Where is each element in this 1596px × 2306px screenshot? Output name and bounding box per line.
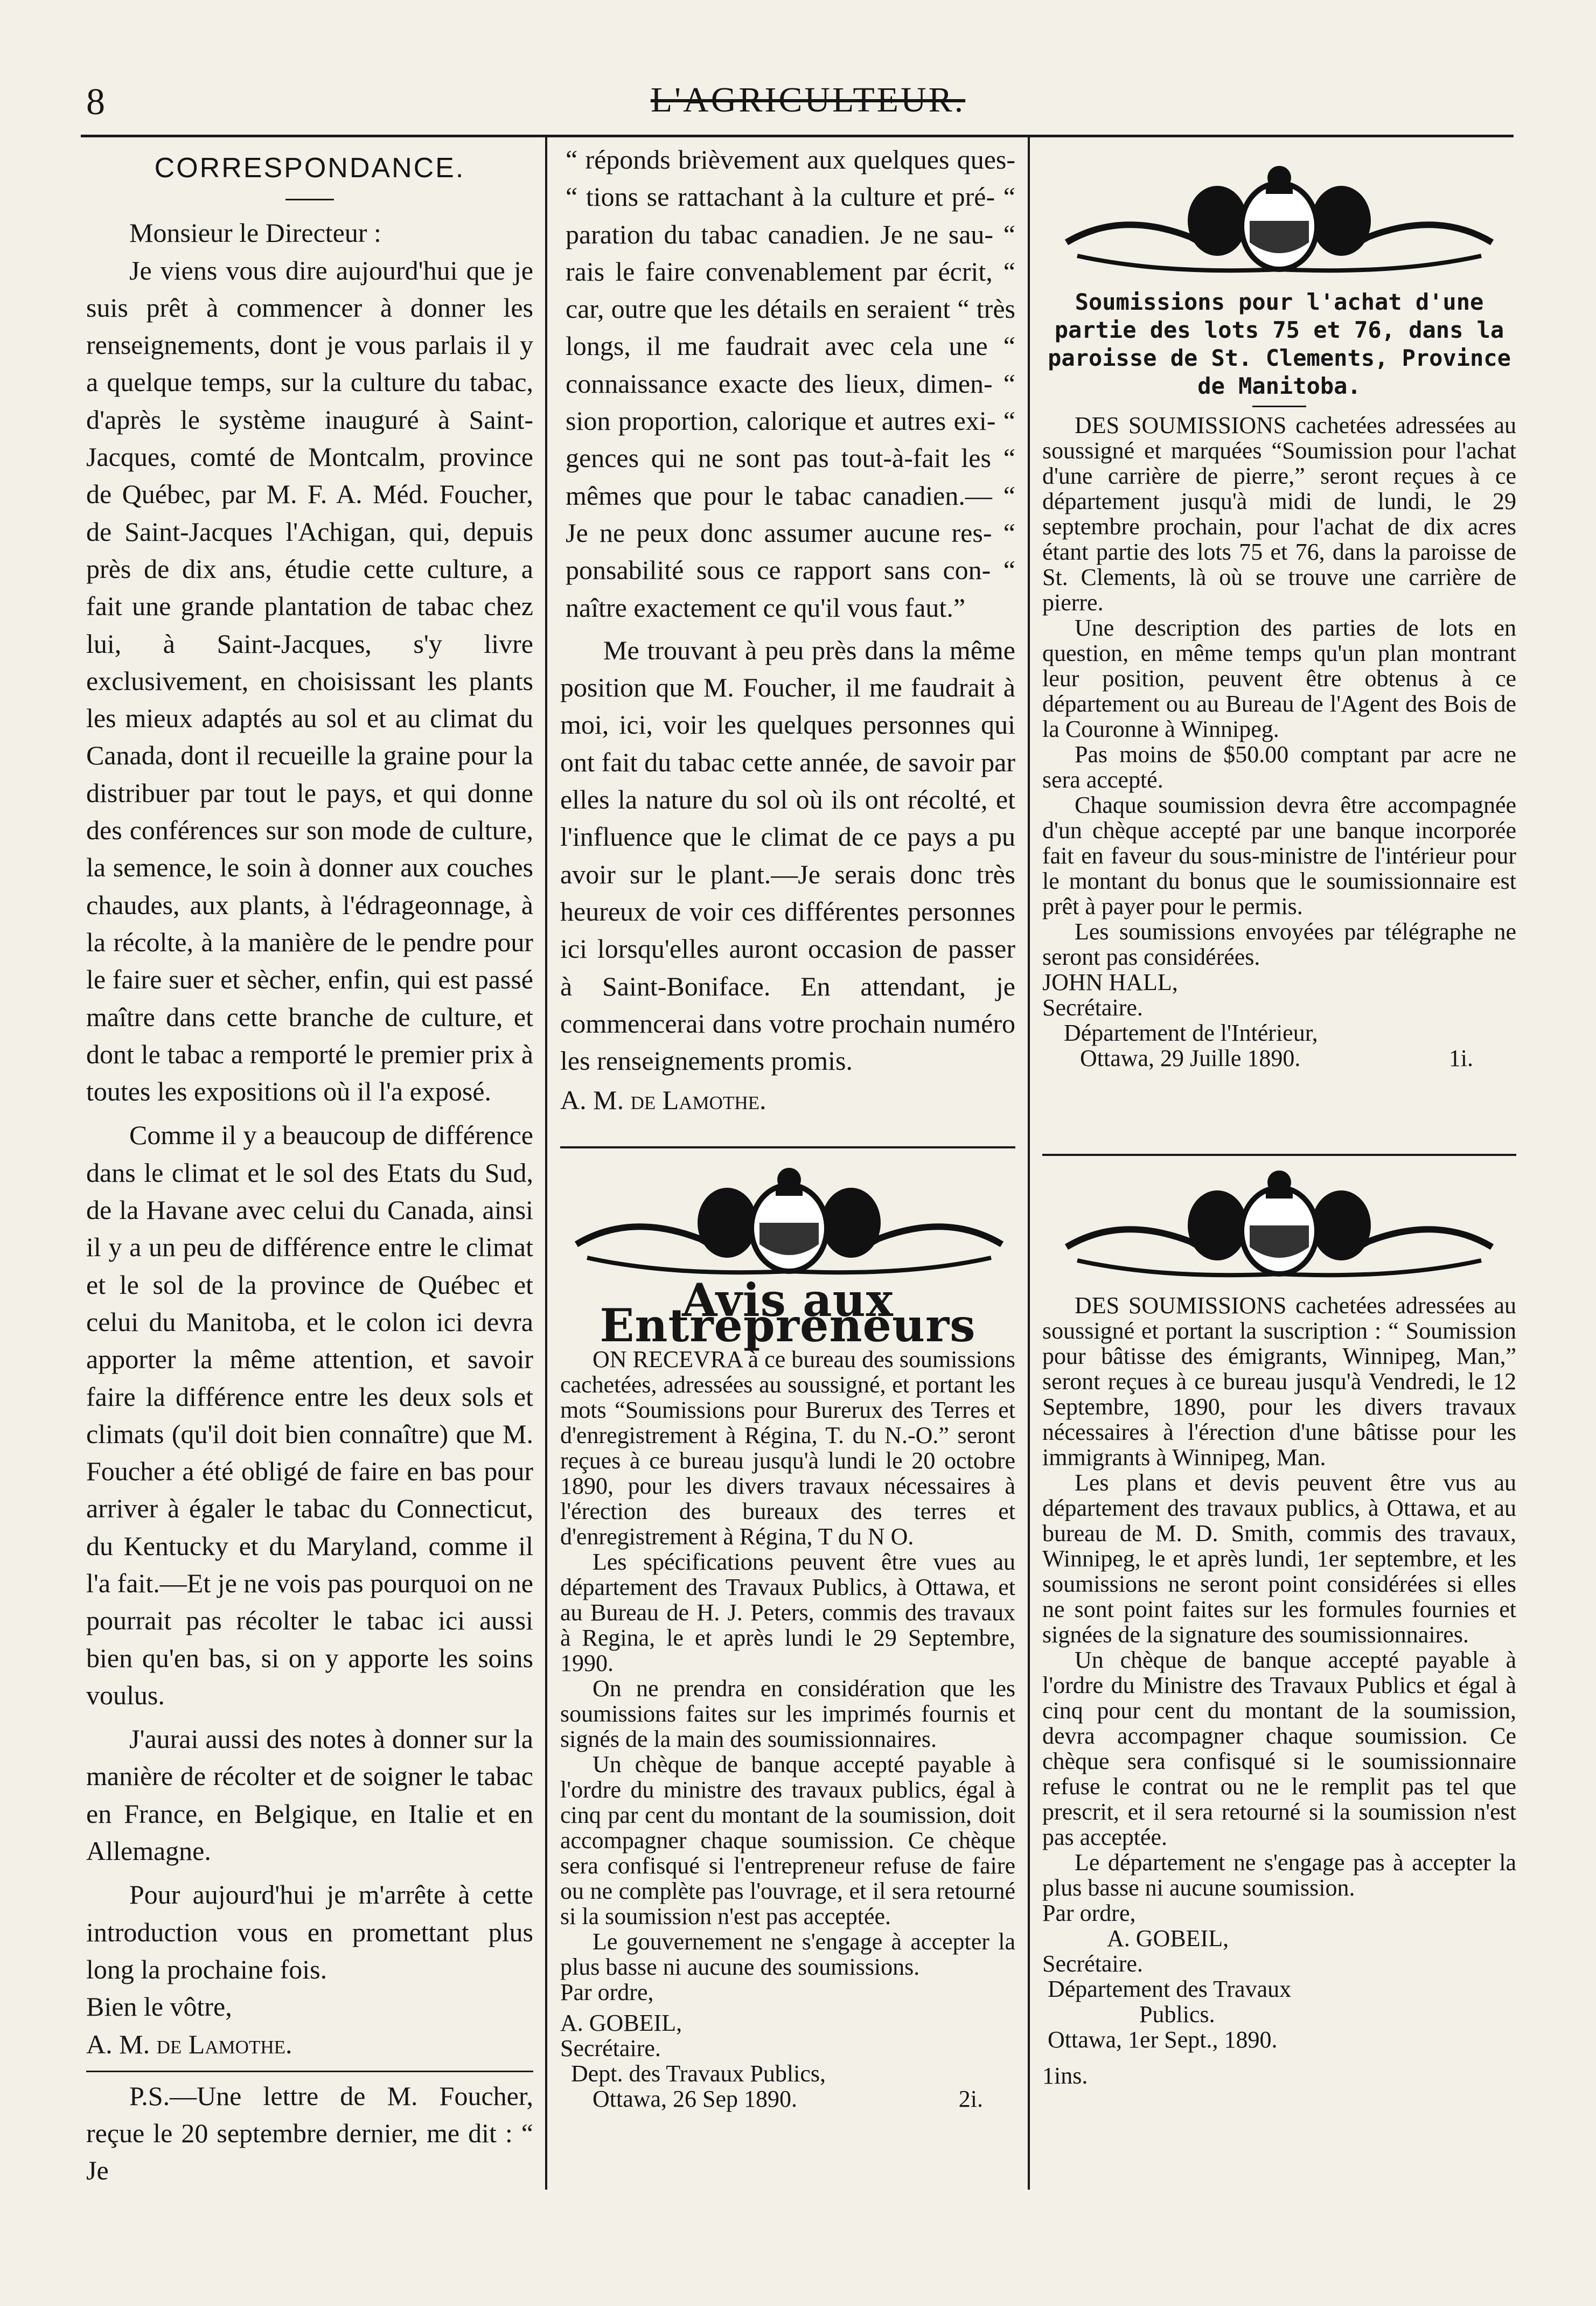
contractors-notice: [560, 1273, 1015, 2112]
immigrants-building-notice: [1042, 1293, 1516, 2088]
header-rule: [81, 135, 1514, 137]
section-rule: [1042, 1154, 1516, 1156]
heading-rule: [285, 199, 334, 200]
notice-paragraph: Les plans et devis peuvent être vus au département des travaux publics, à Ottawa, et au bureau de M. D. Smith, commis des travaux, Winnipeg, le et après lundi, 1er septembre, et les soumissions ne seront point considérées si elles ne sont point faites sur les formules fournies et signées de la signature des soumissionnaires.: [1042, 1469, 1516, 1648]
notice-paragraph: DES SOUMISSIONS cachetées adressées au soussigné et portant la suscription : “ Soumission pour bâtisse des émigrants, Winnipeg, Man,” seront reçues à ce bureau jusqu'à Vendredi, le 12 Septembre, 1890, pour les divers travaux nécessaires à l'érection d'une bâtisse pour les immigrants à Winnipeg, Man.: [1042, 1292, 1516, 1471]
section-rule: [560, 1146, 1015, 1148]
column-divider-2: [1028, 137, 1030, 2190]
quarry-notice: [1042, 288, 1516, 1071]
notice-paragraph: On ne prendra en considération que les soumissions faites sur les imprimés fournis et signés de la main des soumissionnaires.: [560, 1675, 1015, 1752]
notice-signer-title: Secrétaire.: [1042, 994, 1143, 1021]
notice-paragraph: Pas moins de $50.00 comptant par acre ne sera accepté.: [1042, 741, 1516, 793]
letter-paragraph: Comme il y a beaucoup de différence dans le climat et le sol des Etats du Sud, de la Havane avec celui du Canada, ainsi il y a un peu de différence entre le climat et le sol de la province de Québec et celui du Manitoba, et le colon ici devra apporter la même attention, et savoir faire la différence entre les deux sols et climats (qu'il doit bien connaître) que M. Foucher a été obligé de faire en bas pour arriver à égaler le tabac du Connecticut, du Kentucky et du Maryland, comme il l'a fait.—Et je ne vois pas pourquoi on ne pourrait pas récolter le tabac ici aussi bien qu'en bas, si on y apporte les soins voulus.: [86, 1120, 533, 1710]
signature-rule: [86, 2071, 533, 2072]
royal-crest-emblem: [1056, 1166, 1503, 1290]
notice-insertion: 1ins.: [1042, 2063, 1088, 2089]
par-ordre: Par ordre,: [560, 1979, 654, 2005]
contractors-notice-title: Avis aux Entrepreneurs: [600, 1273, 976, 1352]
column-divider-1: [545, 137, 547, 2190]
letter-signature: [86, 2026, 533, 2063]
postscript: P.S.—Une lettre de M. Foucher, reçue le 20 septembre dernier, me dit : “ Je: [86, 2080, 533, 2186]
signature-initials: A. M.: [86, 2029, 157, 2059]
notice-signer: A. GOBEIL,: [1107, 1925, 1229, 1952]
letter-closing: Bien le vôtre,: [86, 1991, 232, 2022]
signature-name: de Lamothe.: [630, 1085, 766, 1116]
notice-paragraph: Les soumissions envoyées par télégraphe ne seront pas considérées.: [1042, 918, 1516, 970]
notice-paragraph: DES SOUMISSIONS cachetées adressées au soussigné et marquées “Soumission pour l'achat d'une carrière de pierre,” seront reçues à ce département jusqu'à midi de lundi, le 29 septembre prochain, pour l'achat de dix acres étant partie des lots 75 et 76, dans la paroisse de St. Clements, là où se trouve une carrière de pierre.: [1042, 412, 1516, 616]
notice-signer-title: Secrétaire.: [560, 2035, 661, 2061]
notice-paragraph: ON RECEVRA à ce bureau des soumissions cachetées, adressées au soussigné, et portant les mots “Soumissions pour Burerux des Terres et d'enregistrement à Régina, T. du N.-O.” seront reçues à ce bureau jusqu'à lundi le 20 octobre 1890, pour les divers travaux nécessaires à l'érection des bureaux des terres et d'enregistrement à Régina, T du N O.: [560, 1346, 1015, 1550]
notice-date: Ottawa, 26 Sep 1890.: [593, 2086, 798, 2112]
notice-paragraph: Chaque soumission devra être accompagnée d'un chèque accepté par une banque incorporée fait en faveur du sous-ministre de l'intérieur pour le montant du bonus que le soumissionnaire est prêt à payer pour le permis.: [1042, 792, 1516, 919]
continuation-column: [560, 141, 1015, 1119]
continuation-signature: [560, 1082, 1015, 1119]
masthead: L'AGRICULTEUR.: [650, 80, 966, 120]
notice-date: Ottawa, 29 Juille 1890.: [1080, 1045, 1301, 1071]
royal-crest-emblem: [566, 1164, 1013, 1287]
signature-initials: A. M.: [560, 1085, 631, 1116]
foucher-quote: “ réponds brièvement aux quelques ques- “ tions se rattachant à la culture et pré- “ paration du tabac canadien. Je ne sau- “ rais le faire convenablement par écrit, “ car, outre que les détails en seraient “ très longs, il me faudrait avec cela une “ connaissance exacte des lieux, dimen- “ sion proportion, calorique et autres exi- “ gences qui ne sont pas tout-à-fait les “ mêmes que pour le tabac canadien.— “ Je ne peux donc assumer aucune res- “ ponsabilité sous ce rapport sans con- “ naître exactement ce qu'il vous faut.”: [566, 144, 1015, 623]
notice-paragraph: Le département ne s'engage pas à accepter la plus basse ni aucune soumission.: [1042, 1849, 1516, 1901]
notice-signer: JOHN HALL,: [1042, 969, 1178, 995]
letter-paragraph: Pour aujourd'hui je m'arrête à cette introduction vous en promettant plus long la prochaine fois.: [86, 1879, 533, 1984]
notice-paragraph: Le gouvernement ne s'engage à accepter la plus basse ni aucune des soumissions.: [560, 1928, 1015, 1980]
correspondence-heading: CORRESPONDANCE.: [154, 152, 465, 184]
notice-date-row: [560, 2086, 1015, 2112]
par-ordre: Par ordre,: [1042, 1900, 1136, 1926]
notice-department: Dept. des Travaux Publics,: [571, 2060, 826, 2087]
continuation-paragraph: Me trouvant à peu près dans la même position que M. Foucher, il me faudrait à moi, ici, voir les quelques personnes qui ont fait du tabac cette année, de savoir par elles la nature du sol où ils ont récolté, et l'influence que le climat de ce pays a pu avoir sur le plant.—Je serais donc très heureux de voir ces différentes personnes ici lorsqu'elles auront occasion de passer à Saint-Boniface. En attendant, je commencerai dans votre prochain numéro les renseignements promis.: [560, 635, 1015, 1076]
notice-insertion: 1i.: [1448, 1045, 1473, 1071]
notice-paragraph: Un chèque de banque accepté payable à l'ordre du Ministre des Travaux Publics et égal à cinq pour cent du montant de la soumission, devra accompagner chaque soumission. Ce chèque sera confisqué si le soumissionnaire refuse le contrat ou ne le remplit pas tel que prescrit, et il sera retourné si la soumission n'est pas acceptée.: [1042, 1647, 1516, 1850]
title-rule: [1252, 406, 1306, 407]
letter-paragraph: Je viens vous dire aujourd'hui que je suis prêt à commencer à donner les renseignements, dont je vous parlais il y a quelque temps, sur la culture du tabac, d'après le système inauguré à Saint-Jacques, comté de Montcalm, province de Québec, par M. F. A. Méd. Foucher, de Saint-Jacques l'Achigan, qui, depuis près de dix ans, étudie cette culture, a fait une grande plantation de tabac chez lui, à Saint-Jacques, s'y livre exclusivement, en choisissant les plants les mieux adaptés au sol et au climat du Canada, dont il recueille la graine pour la distribuer par tout le pays, et qui donne des conférences sur son mode de culture, la semence, le soin à donner aux couches chaudes, aux plants, à l'édrageonnage, à la récolte, à la manière de le pendre pour le faire suer et sècher, enfin, qui est passé maître dans cette branche de culture, et dont le tabac a remporté le premier prix à toutes les expositions où il l'a exposé.: [86, 255, 533, 1107]
quarry-notice-title: Soumissions pour l'achat d'une partie des lots 75 et 76, dans la paroisse de St. Clements, Province de Manitoba.: [1048, 289, 1511, 399]
notice-paragraph: Une description des parties de lots en question, en même temps qu'un plan montrant leur position, peuvent être obtenus à ce département ou au Bureau de l'Agent des Bois de la Couronne à Winnipeg.: [1042, 615, 1516, 742]
letter-paragraph: J'aurai aussi des notes à donner sur la manière de récolter et de soigner le tabac en France, en Belgique, en Italie et en Allemagne.: [86, 1724, 533, 1866]
correspondence-column: [86, 150, 533, 2190]
notice-date-row: [1042, 1046, 1516, 1071]
notice-date: Ottawa, 1er Sept., 1890.: [1048, 2026, 1278, 2053]
notice-signer-title: Secrétaire.: [1042, 1950, 1143, 1977]
signature-name: de Lamothe.: [156, 2029, 292, 2059]
notice-paragraph: Un chèque de banque accepté payable à l'ordre du ministre des travaux publics, égal à cinq par cent du montant de la soumission, doit accompagner chaque soumission. Ce chèque sera confisqué si l'entrepreneur refuse de faire ou ne complète pas l'ouvrage, et il sera retourné si la soumission n'est pas acceptée.: [560, 1751, 1015, 1929]
notice-department: Département de l'Intérieur,: [1064, 1020, 1318, 1046]
salutation: Monsieur le Directeur :: [129, 218, 381, 248]
notice-paragraph: Les spécifications peuvent être vues au département des Travaux Publics, à Ottawa, et au Bureau de H. J. Peters, commis des travaux à Regina, le et après lundi le 29 Septembre, 1990.: [560, 1549, 1015, 1676]
notice-department: Département des Travaux: [1048, 1976, 1292, 2002]
page-number: 8: [86, 81, 105, 123]
notice-signer: A. GOBEIL,: [560, 2010, 682, 2036]
notice-department-cont: Publics.: [1139, 2001, 1215, 2028]
notice-insertion: 2i.: [958, 2086, 983, 2112]
royal-crest-emblem: [1056, 162, 1503, 285]
